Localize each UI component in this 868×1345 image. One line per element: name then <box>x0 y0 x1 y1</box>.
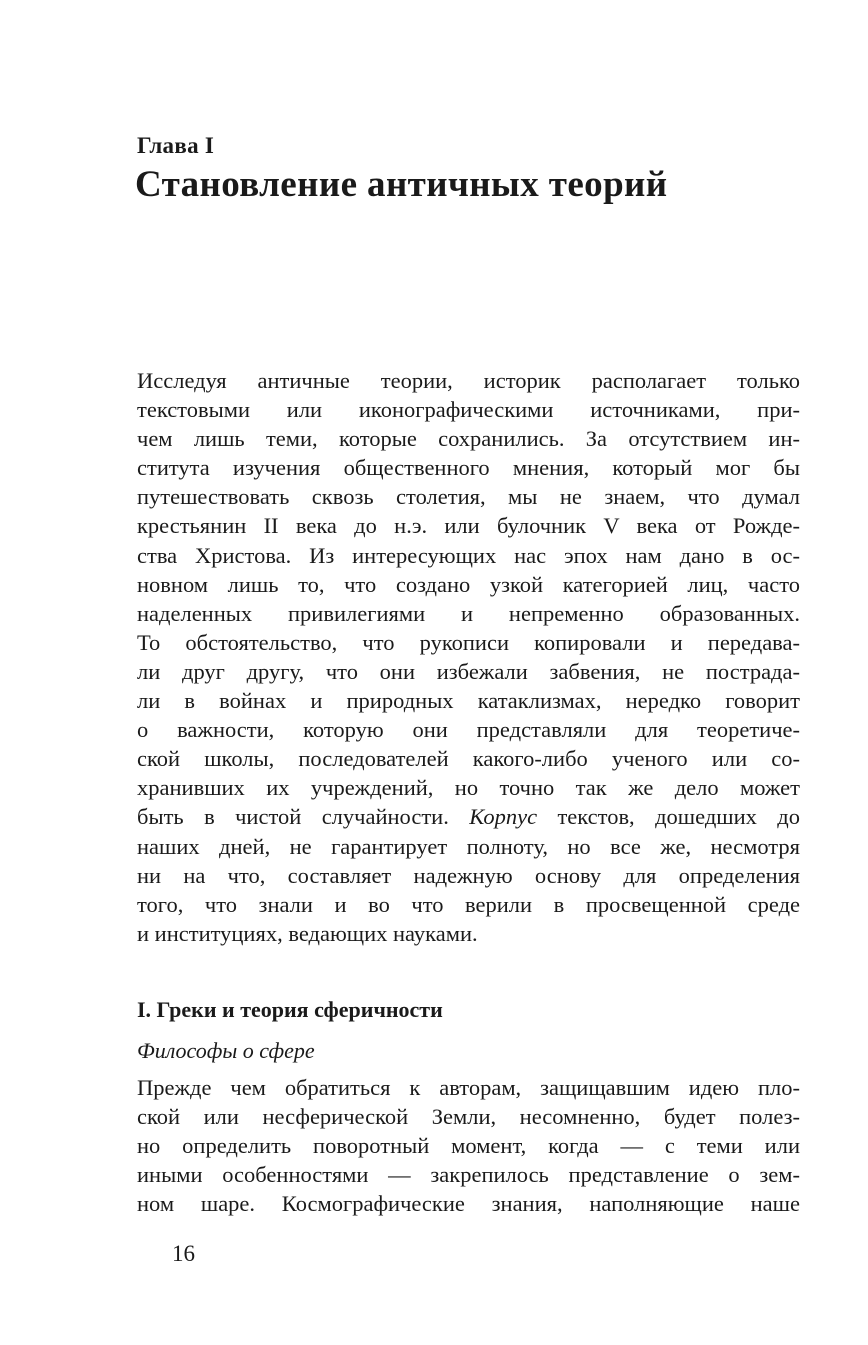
text-line: но определить поворотный момент, когда — с теми или <box>137 1133 800 1159</box>
section-heading: I. Греки и теория сферичности <box>137 997 443 1022</box>
text-line: текстовыми или иконографическими источниками, при- <box>137 397 800 423</box>
text-line: наделенных привилегиями и непременно образованных. <box>137 600 800 626</box>
page-number: 16 <box>172 1241 195 1266</box>
text-line-with-italic <box>137 802 800 831</box>
chapter-title: Становление античных теорий <box>135 164 668 205</box>
text-line: о важности, которую они представляли для теоретиче- <box>137 717 800 743</box>
text-line: ститута изучения общественного мнения, который мог бы <box>137 455 800 481</box>
intro-paragraph <box>137 366 800 948</box>
text-line: новном лишь то, что создано узкой категорией лиц, часто <box>137 571 800 597</box>
text-line: ской школы, последователей какого-либо ученого или со- <box>137 746 800 772</box>
chapter-label: Глава I <box>137 133 215 158</box>
text-line: То обстоятельство, что рукописи копировали и передава- <box>137 629 800 655</box>
text-line: чем лишь теми, которые сохранились. За отсутствием ин- <box>137 426 800 452</box>
subsection-heading: Философы о сфере <box>137 1038 315 1063</box>
text-line: хранивших их учреждений, но точно так же дело может <box>137 775 800 801</box>
text-line: Прежде чем обратиться к авторам, защищавшим идею пло- <box>137 1075 800 1100</box>
text-line: и институциях, ведающих науками. <box>137 920 478 946</box>
text-line: ли друг другу, что они избежали забвения, не пострада- <box>137 658 800 684</box>
text-line: путешествовать сквозь столетия, мы не знаем, что думал <box>137 484 800 510</box>
text-line: ли в войнах и природных катаклизмах, нередко говорит <box>137 688 800 714</box>
text-segment: быть в чистой случайности. <box>137 804 470 830</box>
text-line: Исследуя античные теории, историк располагает только <box>137 368 800 393</box>
text-line: наших дней, не гарантирует полноту, но все же, несмотря <box>137 833 800 859</box>
text-line: ни на что, составляет надежную основу для определения <box>137 862 800 888</box>
text-line: ном шаре. Космографические знания, наполняющие наше <box>137 1191 800 1217</box>
text-line: иными особенностями — закрепилось представление о зем- <box>137 1162 800 1188</box>
text-line: крестьянин II века до н.э. или булочник V века от Рожде- <box>137 513 800 539</box>
section-paragraph <box>137 1073 800 1218</box>
text-segment: текстов, дошедших до <box>537 804 800 830</box>
italic-term: Корпус <box>469 804 538 830</box>
text-line: того, что знали и во что верили в просвещенной среде <box>137 891 800 917</box>
text-line: ства Христова. Из интересующих нас эпох нам дано в ос- <box>137 542 800 568</box>
text-line: ской или несферической Земли, несомненно, будет полез- <box>137 1104 800 1130</box>
